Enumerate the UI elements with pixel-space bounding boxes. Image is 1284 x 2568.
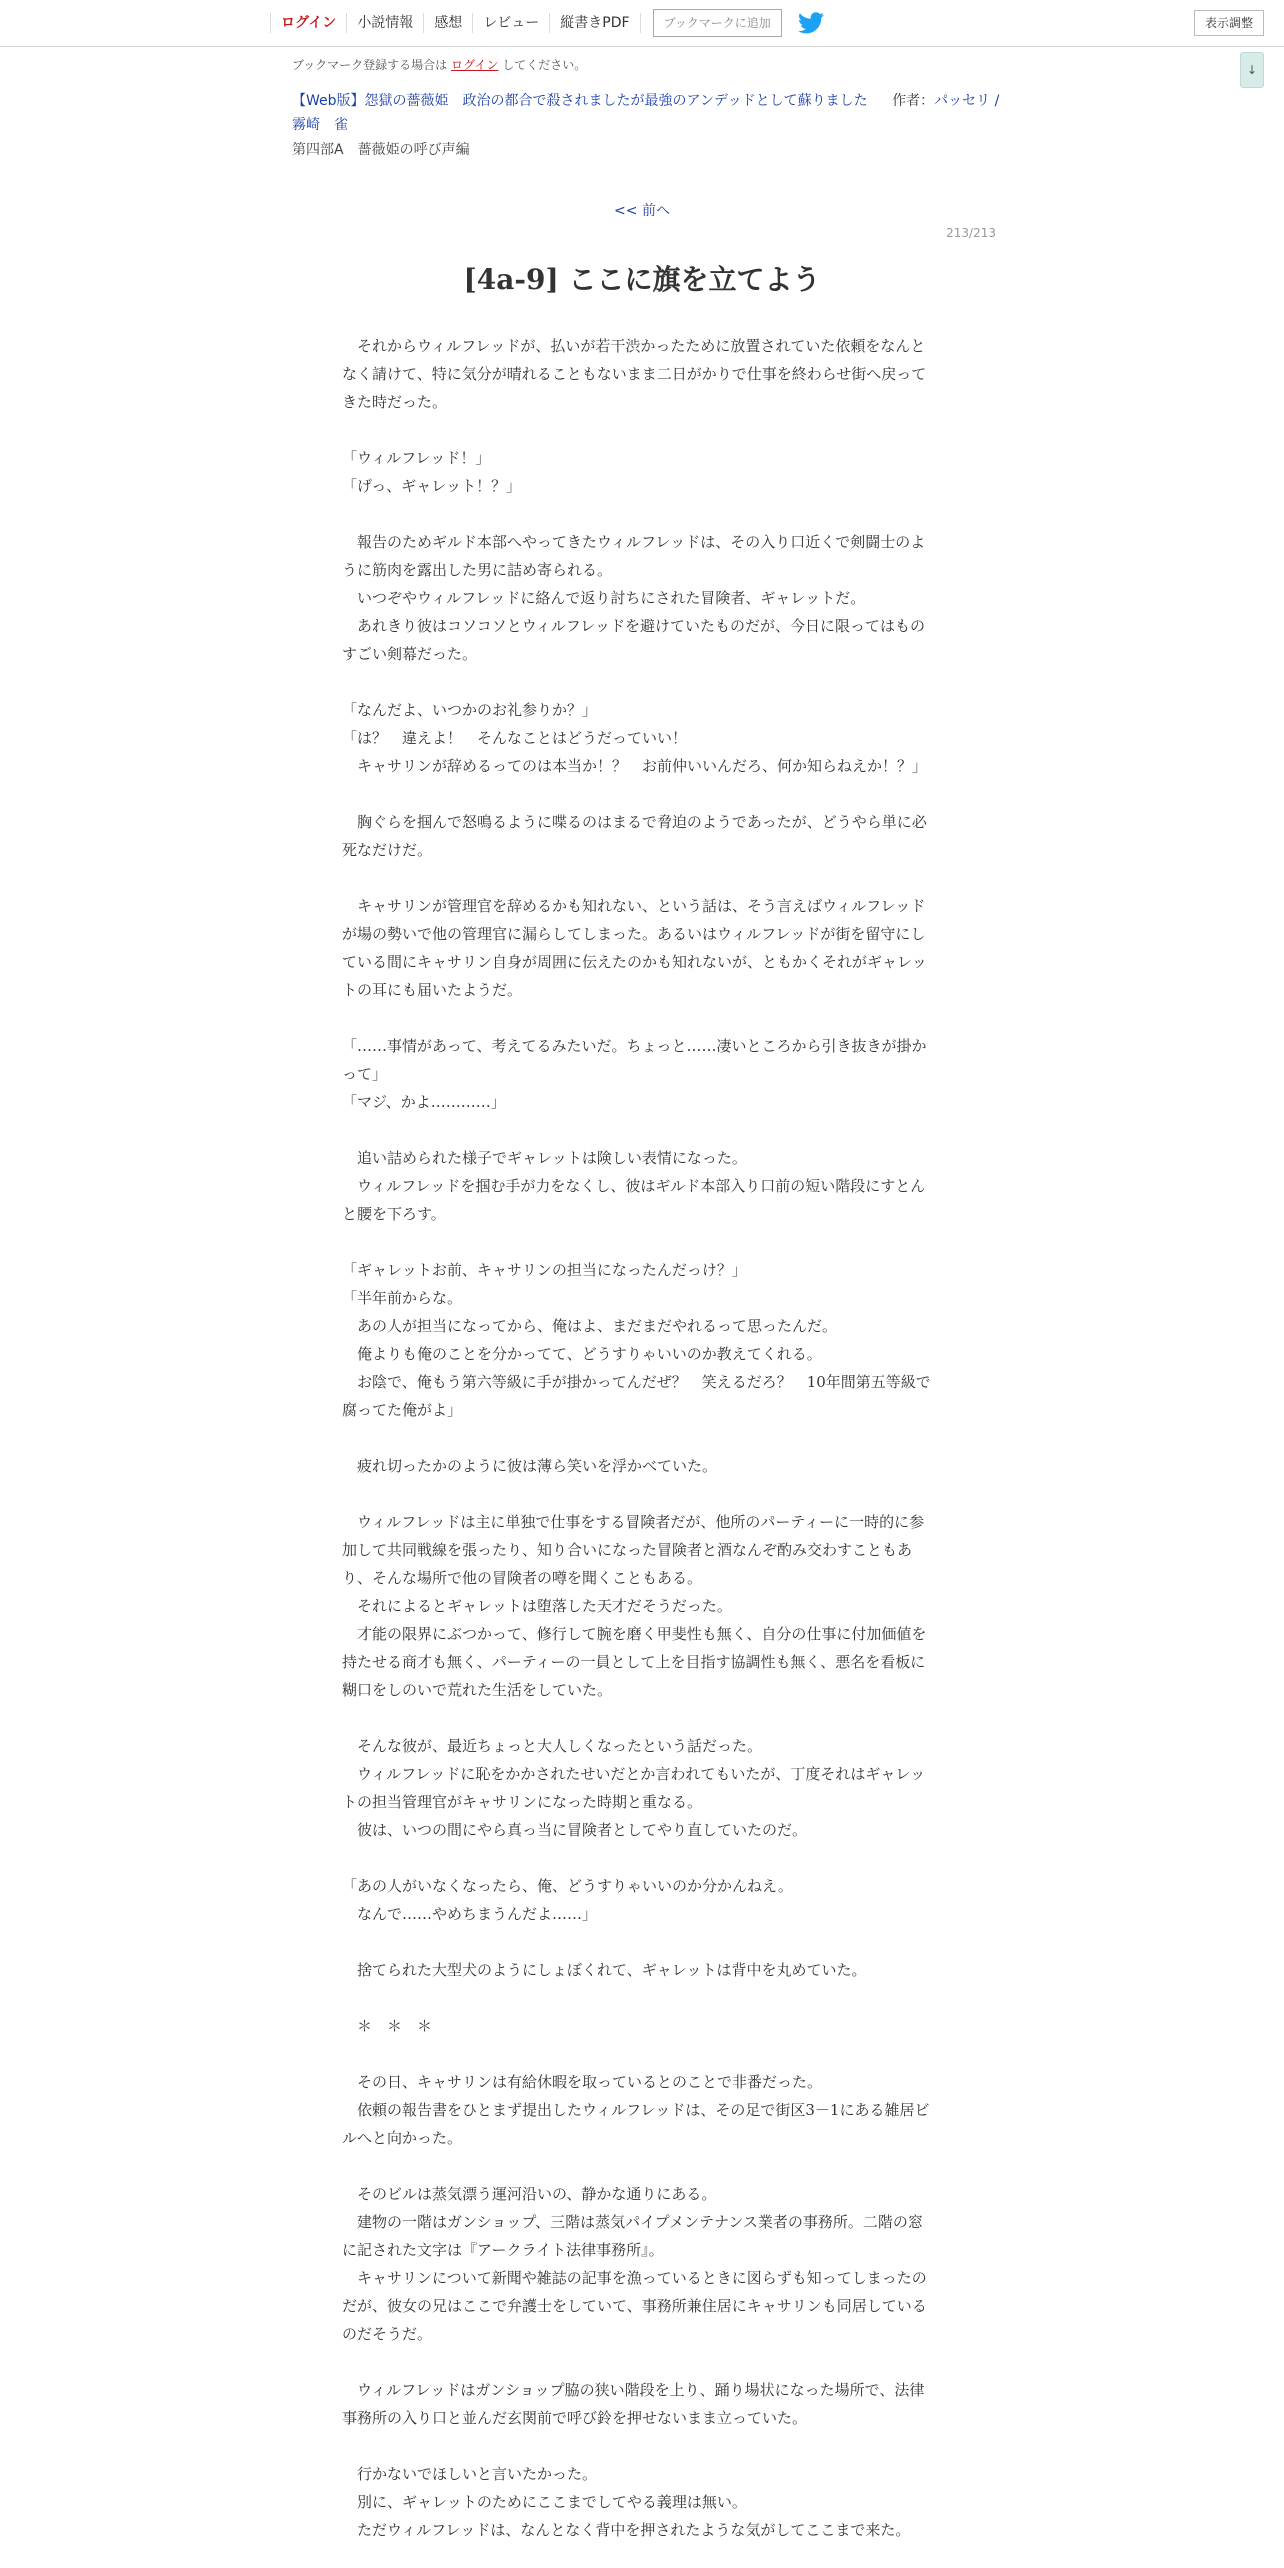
body-paragraph: 胸ぐらを掴んで怒鳴るように喋るのはまるで脅迫のようであったが、どうやら単に必死なだけだ。 — [342, 813, 927, 859]
scroll-down-button[interactable]: ↓ — [1240, 52, 1264, 88]
body-paragraph: なんで……やめちまうんだよ……」 — [342, 1905, 598, 1923]
body-paragraph: あれきり彼はコソコソとウィルフレッドを避けていたものだが、今日に限ってはものすごい剣幕だった。 — [342, 617, 926, 663]
body-paragraph: 「半年前からな。 — [342, 1289, 463, 1307]
body-paragraph: いつぞやウィルフレッドに絡んで返り討ちにされた冒険者、ギャレットだ。 — [342, 589, 866, 607]
body-paragraph: キャサリンが辞めるってのは本当か！？ お前仲いいんだろ、何か知らねえか！？」 — [342, 757, 928, 775]
body-paragraph: 別に、ギャレットのためにここまでしてやる義理は無い。 — [342, 2493, 747, 2511]
body-paragraph: ウィルフレッドを掴む手が力をなくし、彼はギルド本部入り口前の短い階段にすとんと腰を下ろす。 — [342, 1177, 926, 1223]
body-paragraph: 「あの人がいなくなったら、俺、どうすりゃいいのか分かんねえ。 — [342, 1877, 793, 1895]
body-paragraph: 行かないでほしいと言いたかった。 — [342, 2465, 598, 2483]
body-paragraph — [342, 780, 936, 808]
body-paragraph — [342, 1704, 936, 1732]
body-paragraph: そんな彼が、最近ちょっと大人しくなったという話だった。 — [342, 1737, 763, 1755]
body-paragraph: その日、キャサリンは有給休暇を取っているとのことで非番だった。 — [342, 2073, 823, 2091]
body-paragraph — [342, 1228, 936, 1256]
top-navigation-bar — [0, 0, 1284, 47]
body-paragraph: ＊ ＊ ＊ — [342, 2017, 433, 2035]
login-link[interactable]: ログイン — [270, 13, 346, 33]
body-paragraph: お陰で、俺もう第六等級に手が掛かってんだぜ？ 笑えるだろ？ 10年間第五等級で腐ってた俺がよ」 — [342, 1373, 931, 1419]
body-paragraph — [342, 1116, 936, 1144]
page-counter: 213/213 — [946, 226, 996, 240]
novel-title-line — [292, 89, 1000, 137]
novel-info-link[interactable]: 小説情報 — [346, 13, 423, 33]
vertical-pdf-link[interactable]: 縦書きPDF — [549, 13, 640, 33]
novel-header — [292, 56, 1000, 159]
body-paragraph: 「は？ 違えよ！ そんなことはどうだっていい！ — [342, 729, 688, 747]
body-paragraph — [342, 864, 936, 892]
body-paragraph — [342, 2348, 936, 2376]
body-paragraph: 彼は、いつの間にやら真っ当に冒険者としてやり直していたのだ。 — [342, 1821, 808, 1839]
body-paragraph — [342, 2040, 936, 2068]
body-paragraph: それからウィルフレッドが、払いが若干渋かったために放置されていた依頼をなんとなく請けて、特に気分が晴れることもないまま二日がかりで仕事を終わらせ街へ戻ってきた時だった。 — [342, 337, 927, 411]
body-paragraph: そのビルは蒸気漂う運河沿いの、静かな通りにある。 — [342, 2185, 717, 2203]
review-link[interactable]: レビュー — [472, 13, 549, 33]
body-paragraph: それによるとギャレットは堕落した天才だそうだった。 — [342, 1597, 732, 1615]
body-paragraph: 「げっ、ギャレット！？」 — [342, 477, 522, 495]
display-settings-button[interactable]: 表示調整 — [1194, 10, 1264, 36]
body-paragraph: 才能の限界にぶつかって、修行して腕を磨く甲斐性も無く、自分の仕事に付加価値を持たせる商才も無く、パーティーの一員として上を目指す協調性も無く、悪名を看板に糊口をしのいで荒れた生活をしていた。 — [342, 1625, 927, 1699]
body-paragraph: 捨てられた大型犬のようにしょぼくれて、ギャレットは背中を丸めていた。 — [342, 1961, 867, 1979]
body-paragraph — [342, 1844, 936, 1872]
body-paragraph: キャサリンについて新聞や雑誌の記事を漁っているときに図らずも知ってしまったのだが、彼女の兄はここで弁護士をしていて、事務所兼住居にキャサリンも同居しているのだそうだ。 — [342, 2269, 927, 2343]
body-paragraph — [342, 1004, 936, 1032]
bookmark-login-link[interactable]: ログイン — [451, 58, 499, 72]
novel-body-text — [342, 332, 936, 2544]
body-paragraph: 建物の一階はガンショップ、三階は蒸気パイプメンテナンス業者の事務所。二階の窓に記された文字は『アークライト法律事務所』。 — [342, 2213, 923, 2259]
body-paragraph — [342, 2152, 936, 2180]
body-paragraph — [342, 668, 936, 696]
previous-page-link[interactable]: << 前へ — [614, 203, 670, 219]
body-paragraph: ただウィルフレッドは、なんとなく背中を押されたような気がしてここまで来た。 — [342, 2521, 911, 2539]
body-paragraph: 「なんだよ、いつかのお礼参りか？」 — [342, 701, 598, 719]
body-paragraph: ウィルフレッドはガンショップ脇の狭い階段を上り、踊り場状になった場所で、法律事務所の入り口と並んだ玄関前で呼び鈴を押せないまま立っていた。 — [342, 2381, 925, 2427]
body-paragraph — [342, 500, 936, 528]
body-paragraph: 追い詰められた様子でギャレットは険しい表情になった。 — [342, 1149, 747, 1167]
episode-title: [4a-9] ここに旗を立てよう — [463, 263, 821, 296]
body-paragraph — [342, 1424, 936, 1452]
body-paragraph: ウィルフレッドに恥をかかされたせいだとか言われてもいたが、丁度それはギャレットの担当管理官がキャサリンになった時期と重なる。 — [342, 1765, 926, 1811]
body-paragraph — [342, 1984, 936, 2012]
body-paragraph: キャサリンが管理官を辞めるかも知れない、という話は、そう言えばウィルフレッドが場の勢いで他の管理官に漏らしてしまった。あるいはウィルフレッドが街を留守にしている間にキャサリン自身が周囲に伝えたのかも知れないが、ともかくそれがギャレットの耳にも届いたようだ。 — [342, 897, 927, 999]
body-paragraph: ウィルフレッドは主に単独で仕事をする冒険者だが、他所のパーティーに一時的に参加して共同戦線を張ったり、知り合いになった冒険者と酒なんぞ酌み交わすこともあり、そんな場所で他の冒険者の噂を聞くこともある。 — [342, 1513, 925, 1587]
body-paragraph: 疲れ切ったかのように彼は薄ら笑いを浮かべていた。 — [342, 1457, 718, 1475]
body-paragraph: 俺よりも俺のことを分かってて、どうすりゃいいのか教えてくれる。 — [342, 1345, 822, 1363]
body-paragraph — [342, 2432, 936, 2460]
nav-menu — [270, 0, 824, 46]
body-paragraph — [342, 1928, 936, 1956]
twitter-icon[interactable] — [798, 12, 824, 34]
body-paragraph: 「マジ、かよ…………」 — [342, 1093, 506, 1111]
chapter-title: 第四部A 薔薇姫の呼び声編 — [292, 142, 470, 158]
author-label: 作者： — [892, 93, 935, 109]
impressions-link[interactable]: 感想 — [423, 13, 472, 33]
body-paragraph: 「ウィルフレッド！」 — [342, 449, 491, 467]
body-paragraph: あの人が担当になってから、俺はよ、まだまだやれるって思ったんだ。 — [342, 1317, 838, 1335]
body-paragraph: 依頼の報告書をひとまず提出したウィルフレッドは、その足で街区3－1にある雑居ビルへと向かった。 — [342, 2101, 930, 2147]
novel-title-link[interactable]: 【Web版】怨獄の薔薇姫 政治の都合で殺されましたが最強のアンデッドとして蘇りました — [292, 93, 868, 109]
body-paragraph: 報告のためギルド本部へやってきたウィルフレッドは、その入り口近くで剣闘士のように筋肉を露出した男に詰め寄られる。 — [342, 533, 926, 579]
author-link[interactable]: パッセリ / 霧崎 雀 — [292, 93, 1000, 133]
bookmark-login-note: ブックマーク登録する場合は ログイン してください。 — [292, 58, 587, 72]
body-paragraph: 「ギャレットお前、キャサリンの担当になったんだっけ？」 — [342, 1261, 747, 1279]
add-bookmark-button[interactable]: ブックマークに追加 — [653, 9, 782, 37]
body-paragraph: 「……事情があって、考えてるみたいだ。ちょっと……凄いところから引き抜きが掛かって」 — [342, 1037, 927, 1083]
body-paragraph — [342, 416, 936, 444]
body-paragraph — [342, 1480, 936, 1508]
